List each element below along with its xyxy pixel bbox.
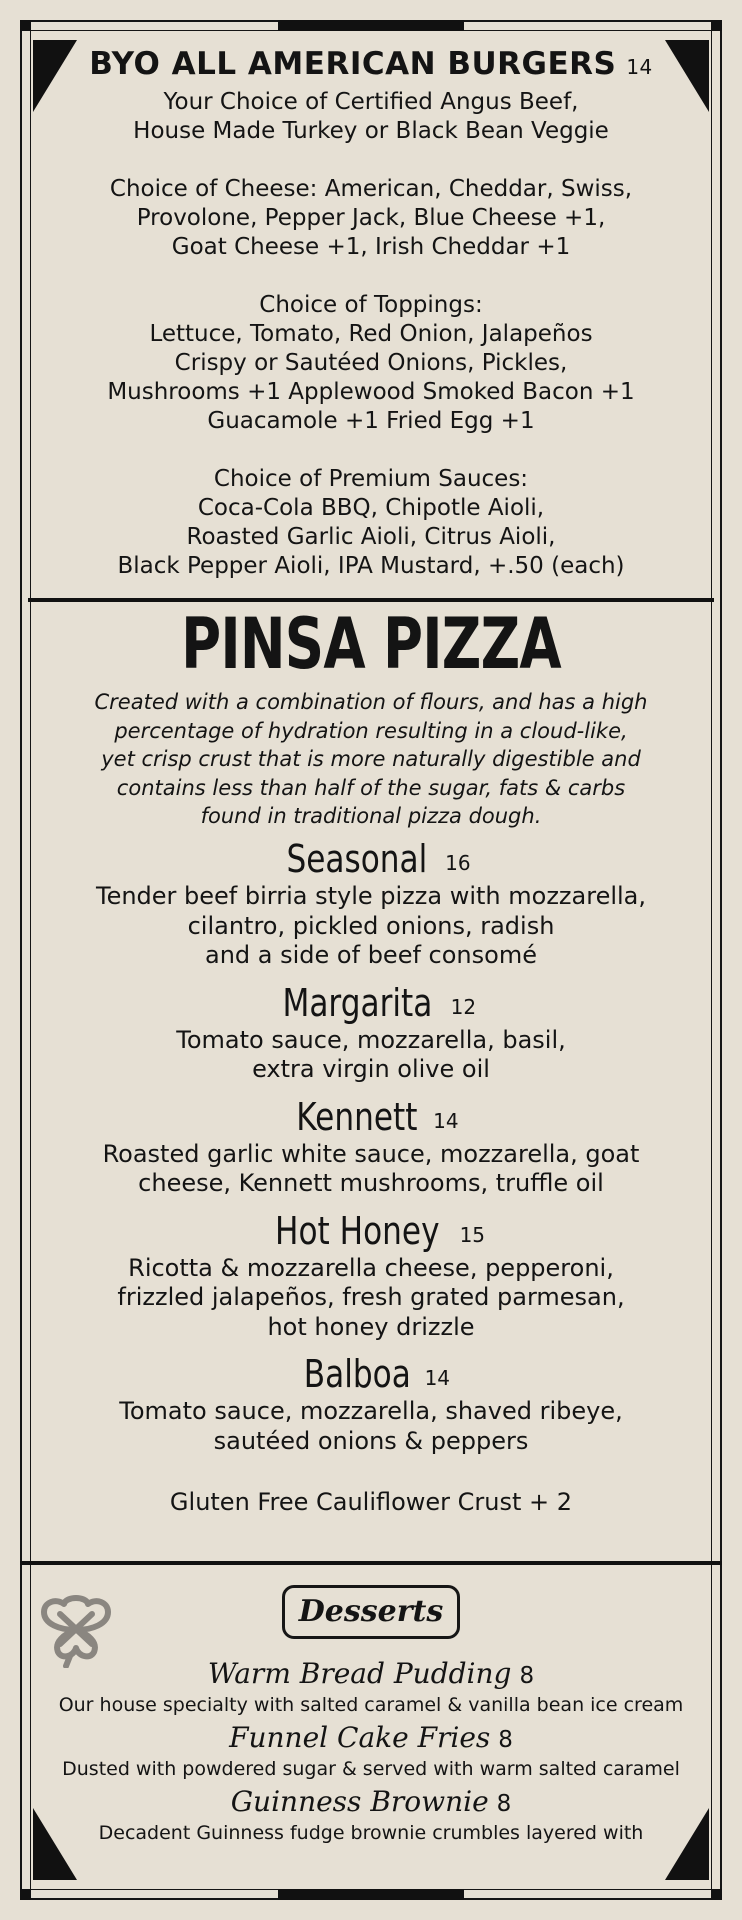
desserts-heading: Desserts (282, 1585, 460, 1639)
burger-text-line: Black Pepper Aioli, IPA Mustard, +.50 (each) (117, 553, 625, 579)
menu-item (0, 836, 742, 971)
pizza-description (0, 688, 742, 831)
menu-item (0, 1351, 742, 1456)
menu-item-description: extra virgin olive oil (252, 1055, 490, 1083)
menu-item (0, 1094, 742, 1199)
menu-item-price: 12 (450, 994, 477, 1019)
burger-text-line: Coca-Cola BBQ, Chipotle Aioli, (197, 495, 545, 521)
dessert-item-header (0, 1657, 742, 1693)
top-border-bar (278, 20, 464, 31)
menu-item-description: Roasted garlic white sauce, mozzarella, goat (102, 1139, 640, 1168)
menu-item-price: 14 (433, 1108, 459, 1133)
burger-text-line: Your Choice of Certified Angus Beef, (163, 89, 579, 115)
menu-item-description: Tomato sauce, mozzarella, shaved ribeye, (119, 1397, 623, 1425)
menu-item-header (0, 1208, 742, 1254)
pizza-section-title: PINSA PIZZA (181, 603, 561, 685)
burger-text-line: Crispy or Sautéed Onions, Pickles, (174, 350, 568, 376)
menu-item-name: Margarita (282, 980, 433, 1025)
menu-item (0, 980, 742, 1085)
dessert-item-price: 8 (498, 1727, 513, 1753)
menu-item (0, 1208, 742, 1343)
burger-price: 14 (626, 55, 653, 79)
dessert-item-name: Funnel Cake Fries (229, 1721, 491, 1754)
burger-text-line: House Made Turkey or Black Bean Veggie (133, 118, 609, 144)
burger-text-line: Goat Cheese +1, Irish Cheddar +1 (171, 234, 571, 260)
menu-item-description: cilantro, pickled onions, radish (187, 911, 555, 940)
pizza-item-list (0, 836, 742, 1465)
menu-item-header (0, 1351, 742, 1397)
menu-item-name: Hot Honey (275, 1208, 440, 1253)
bottom-border-bar (278, 1889, 464, 1900)
menu-item-name: Seasonal (286, 837, 428, 881)
burger-description (0, 88, 742, 610)
corner-square-tr (711, 20, 722, 31)
burger-text-line: Choice of Cheese: American, Cheddar, Swiss, (109, 176, 633, 202)
dessert-item-description: Our house specialty with salted caramel & vanilla bean ice cream (58, 1694, 684, 1716)
menu-item-description: Ricotta & mozzarella cheese, pepperoni, (128, 1253, 614, 1282)
menu-item-header (0, 1094, 742, 1140)
pizza-description-line: contains less than half of the sugar, fats & carbs (116, 775, 626, 800)
pizza-description-line: Created with a combination of flours, and has a high (94, 690, 648, 714)
burger-text-line: Choice of Premium Sauces: (213, 466, 529, 492)
menu-item-description: sautéed onions & peppers (213, 1426, 529, 1455)
burger-text-line: Lettuce, Tomato, Red Onion, Jalapeños (149, 321, 593, 347)
menu-item-header (0, 836, 742, 882)
burger-paragraph (0, 465, 742, 581)
menu-item-price: 16 (445, 851, 471, 875)
menu-item-description: cheese, Kennett mushrooms, truffle oil (138, 1169, 604, 1197)
dessert-item-price: 8 (519, 1663, 535, 1689)
pizza-description-line: percentage of hydration resulting in a cloud-like, (114, 718, 628, 743)
burger-section-title (0, 46, 742, 82)
dessert-item-header (0, 1785, 742, 1821)
burger-text-line: Provolone, Pepper Jack, Blue Cheese +1, (136, 205, 606, 231)
pizza-description-line: yet crisp crust that is more naturally digestible and (101, 747, 641, 771)
menu-item-description: and a side of beef consomé (205, 941, 537, 969)
burger-text-line: Guacamole +1 Fried Egg +1 (207, 408, 535, 434)
burger-paragraph (0, 291, 742, 436)
corner-square-br (711, 1889, 722, 1900)
burger-paragraph (0, 175, 742, 262)
burger-paragraph (0, 88, 742, 146)
menu-item-description: Tender beef birria style pizza with mozzarella, (95, 882, 647, 910)
menu-item-header (0, 980, 742, 1026)
dessert-item-price: 8 (496, 1791, 512, 1817)
menu-item-description: hot honey drizzle (267, 1312, 475, 1341)
dessert-item-name: Guinness Brownie (230, 1785, 489, 1818)
burger-title-text: BYO ALL AMERICAN BURGERS (89, 46, 617, 82)
menu-item-name: Balboa (303, 1352, 411, 1396)
dessert-item-description: Decadent Guinness fudge brownie crumbles layered with (98, 1822, 644, 1844)
dessert-item-list (0, 1657, 742, 1849)
dessert-item-header (0, 1721, 742, 1757)
pizza-description-line: found in traditional pizza dough. (200, 804, 542, 828)
corner-square-bl (20, 1889, 31, 1900)
burger-text-line: Mushrooms +1 Applewood Smoked Bacon +1 (107, 379, 635, 405)
section-divider-burgers-pizza (28, 598, 714, 602)
corner-square-tl (20, 20, 31, 31)
menu-item-price: 14 (424, 1366, 451, 1390)
burger-text-line: Choice of Toppings: (259, 292, 483, 318)
dessert-item-description: Dusted with powdered sugar & served with warm salted caramel (62, 1758, 680, 1780)
menu-item-description: frizzled jalapeños, fresh grated parmesan, (117, 1283, 625, 1311)
menu-item-description: Tomato sauce, mozzarella, basil, (176, 1025, 566, 1054)
dessert-item-name: Warm Bread Pudding (207, 1657, 512, 1690)
menu-item-name: Kennett (296, 1094, 418, 1139)
menu-item-price: 15 (459, 1222, 486, 1247)
section-divider-pizza-desserts (20, 1561, 722, 1565)
burger-text-line: Roasted Garlic Aioli, Citrus Aioli, (186, 524, 556, 550)
gluten-free-note: Gluten Free Cauliflower Crust + 2 (169, 1488, 573, 1516)
